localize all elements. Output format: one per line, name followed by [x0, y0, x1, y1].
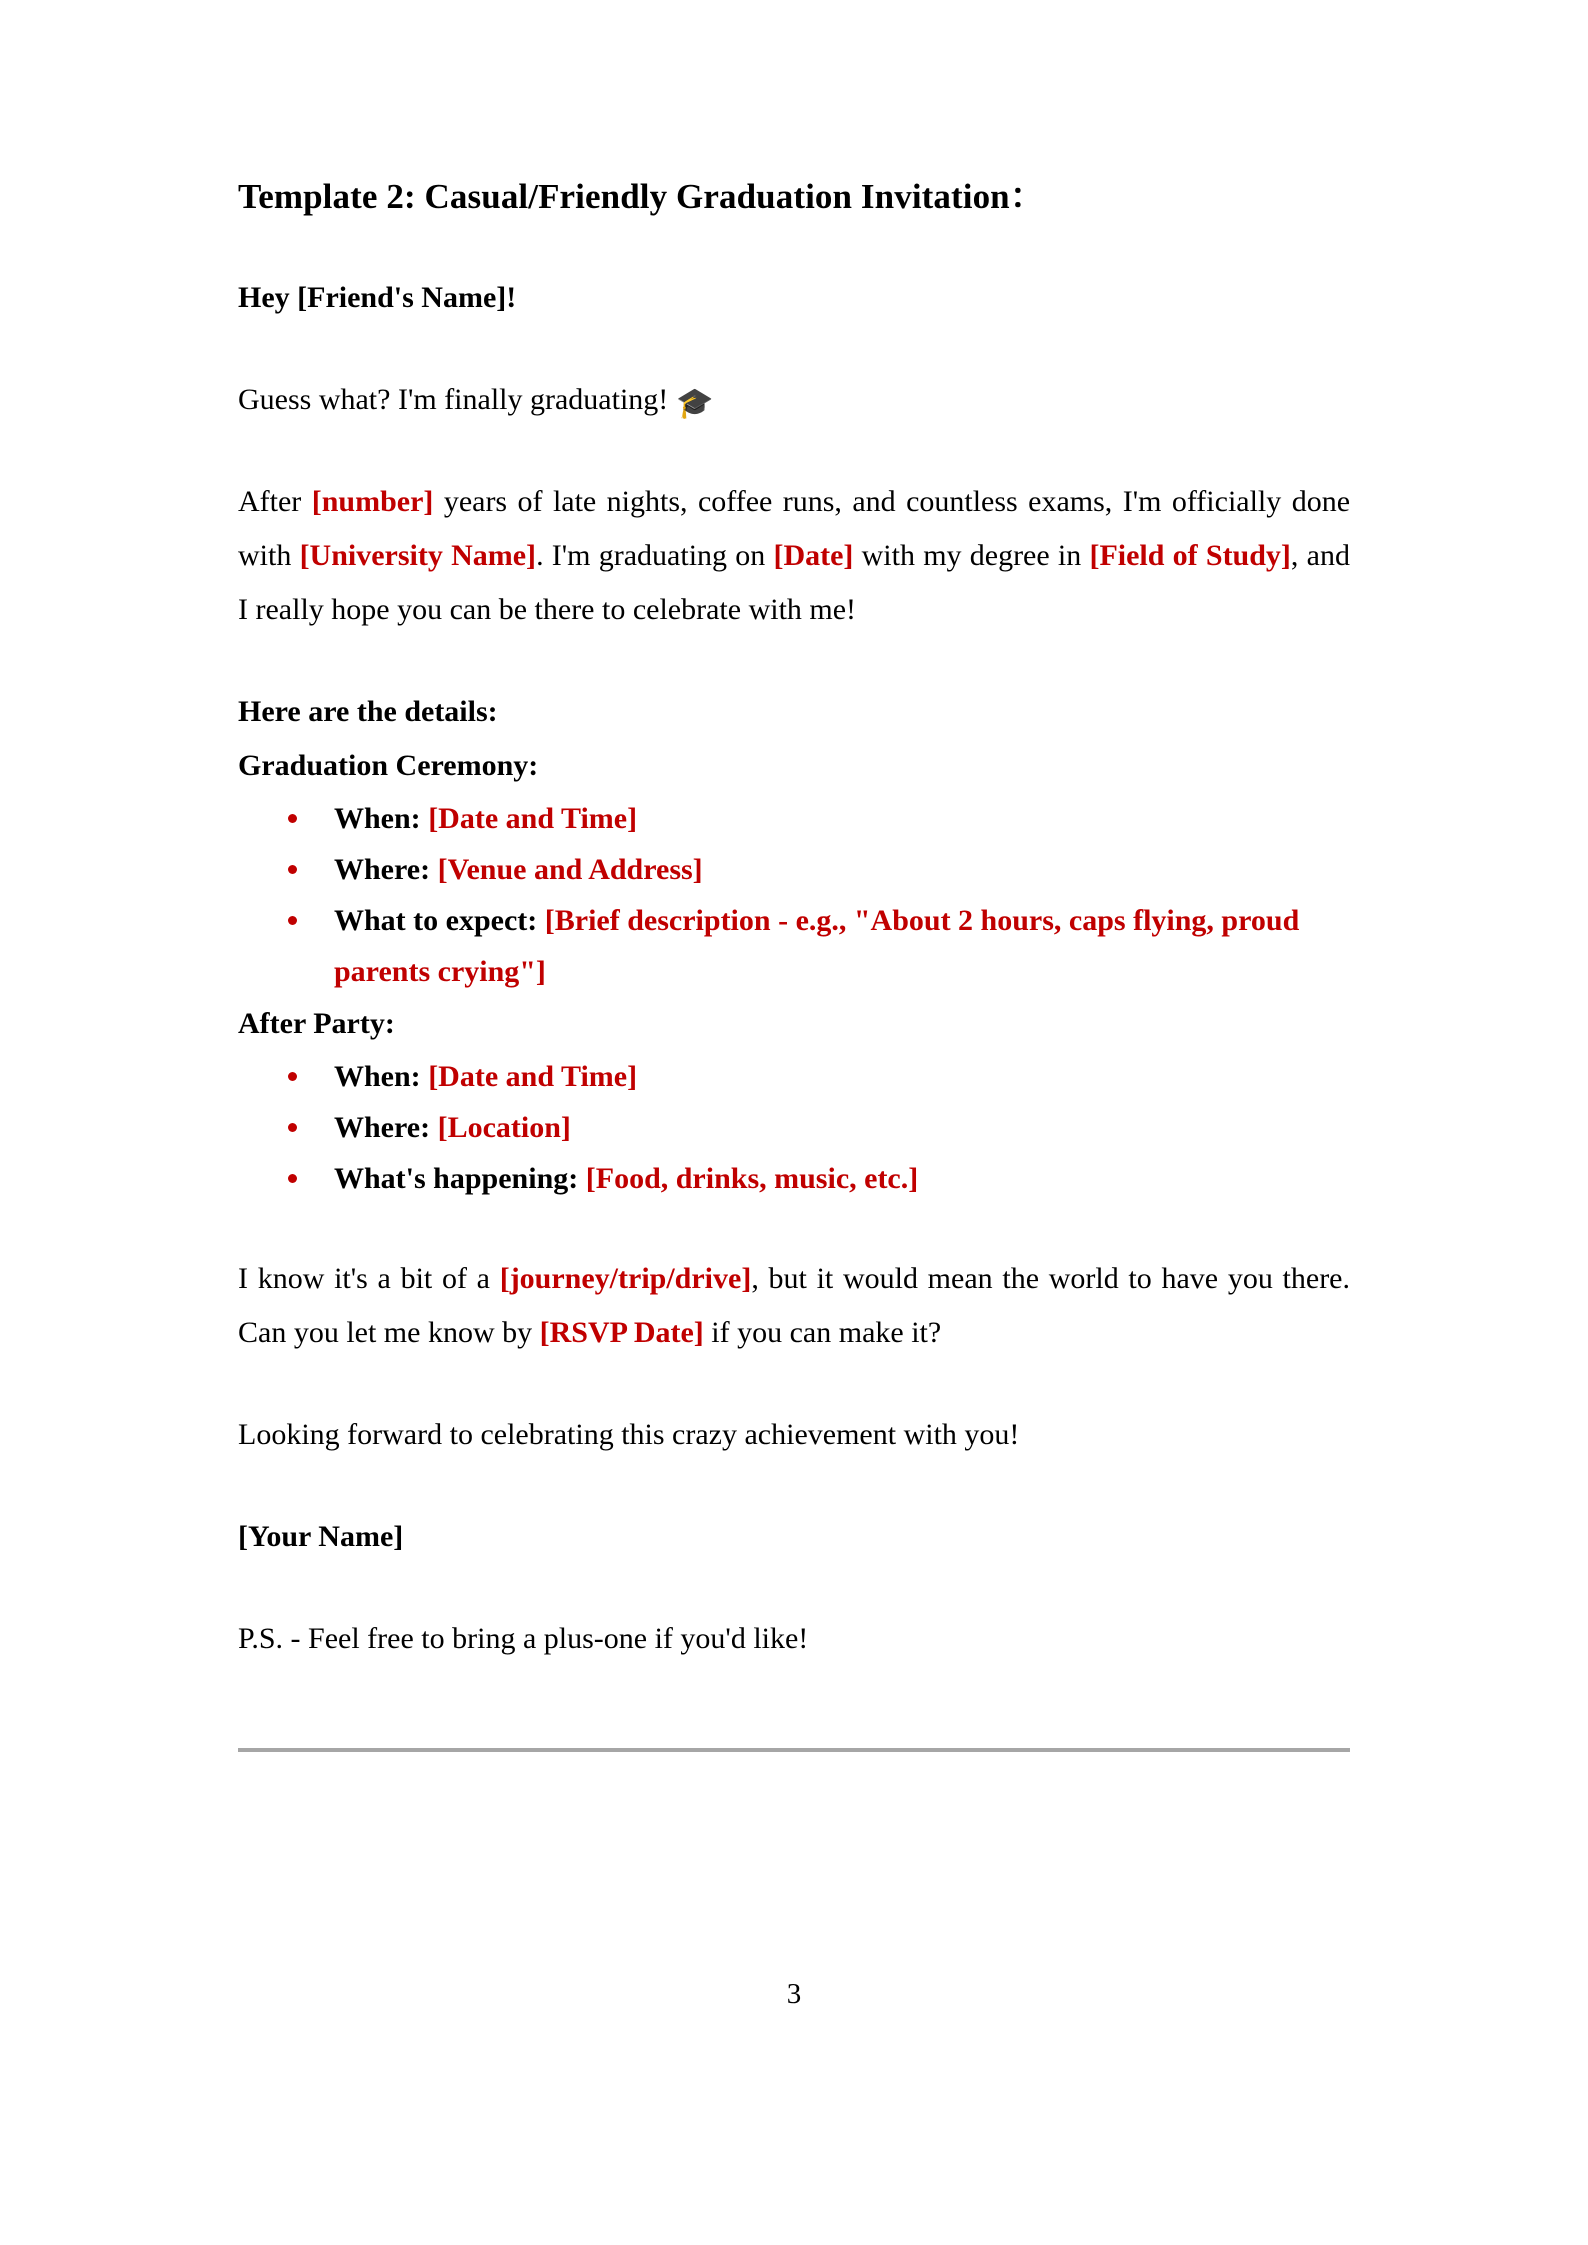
text-segment: After — [238, 484, 312, 518]
list-item-value: [Date and Time] — [428, 801, 638, 835]
list-item — [238, 1153, 1350, 1204]
text-segment: years of late nights, coffee runs, and countless exams, I'm officially done with — [238, 484, 1351, 572]
placeholder-rsvp-date: [RSVP Date] — [539, 1315, 704, 1349]
placeholder-field-of-study: [Field of Study] — [1089, 538, 1291, 572]
list-item-label: Where: — [334, 852, 431, 886]
list-item — [238, 1051, 1350, 1102]
page-number: 3 — [786, 1978, 802, 2010]
bullet-dot-icon — [288, 1123, 297, 1132]
placeholder-date: [Date] — [773, 538, 854, 572]
list-item-value: [Brief description - e.g., "About 2 hours, caps flying, proud parents crying"] — [334, 903, 1300, 988]
placeholder-university-name: [University Name] — [299, 538, 537, 572]
after-party-bullet-list — [238, 1051, 1350, 1204]
section-divider — [238, 1748, 1350, 1752]
ceremony-bullet-list — [238, 793, 1350, 997]
graduation-cap-icon: 🎓 — [676, 386, 714, 420]
text-segment: if you can make it? — [703, 1315, 942, 1349]
placeholder-number: [number] — [311, 484, 434, 518]
spacer — [238, 637, 1350, 685]
spacer — [238, 1462, 1350, 1510]
list-item — [238, 793, 1350, 844]
closing-line: Looking forward to celebrating this crazy achievement with you! — [238, 1417, 1020, 1451]
list-item — [238, 844, 1350, 895]
text-segment: I know it's a bit of a — [238, 1261, 500, 1295]
intro-text: Guess what? I'm finally graduating! — [238, 382, 669, 416]
text-segment: with my degree in — [853, 538, 1090, 572]
list-item-value: [Venue and Address] — [437, 852, 703, 886]
bullet-dot-icon — [288, 1174, 297, 1183]
bullet-dot-icon — [288, 814, 297, 823]
spacer — [238, 219, 1350, 271]
placeholder-journey: [journey/trip/drive] — [499, 1261, 752, 1295]
opening-paragraph — [238, 475, 1350, 637]
list-item-label: What to expect: — [334, 903, 538, 937]
spacer — [238, 1360, 1350, 1408]
spacer — [238, 1204, 1350, 1252]
list-item-label: When: — [334, 1059, 421, 1093]
greeting-line: Hey [Friend's Name]! — [238, 280, 517, 314]
document-body — [238, 175, 1350, 1666]
page-title: Template 2: Casual/Friendly Graduation Invitation： — [238, 177, 1045, 216]
text-segment: , and I really hope you can be there to celebrate with me! — [238, 538, 1350, 626]
rsvp-paragraph — [238, 1252, 1350, 1360]
section-heading-after-party: After Party: — [238, 1006, 395, 1040]
list-item-value: [Food, drinks, music, etc.] — [585, 1161, 919, 1195]
list-item-value: [Location] — [437, 1110, 571, 1144]
signature-line: [Your Name] — [238, 1519, 404, 1553]
text-segment: . I'm graduating on — [536, 538, 774, 572]
section-heading-graduation-ceremony: Graduation Ceremony: — [238, 748, 539, 782]
text-segment: , but it would mean the world to have you there. Can you let me know by — [238, 1261, 1350, 1349]
spacer — [238, 427, 1350, 475]
intro-line — [238, 373, 1350, 427]
bullet-dot-icon — [288, 1072, 297, 1081]
list-item-label: Where: — [334, 1110, 431, 1144]
list-item-value: [Date and Time] — [428, 1059, 638, 1093]
bullet-dot-icon — [288, 916, 297, 925]
postscript-line: P.S. - Feel free to bring a plus-one if you'd like! — [238, 1621, 809, 1655]
list-item-label: When: — [334, 801, 421, 835]
list-item-label: What's happening: — [334, 1161, 579, 1195]
list-item — [238, 1102, 1350, 1153]
list-item — [238, 895, 1350, 997]
spacer — [238, 325, 1350, 373]
spacer — [238, 1564, 1350, 1612]
details-heading: Here are the details: — [238, 694, 498, 728]
bullet-dot-icon — [288, 865, 297, 874]
